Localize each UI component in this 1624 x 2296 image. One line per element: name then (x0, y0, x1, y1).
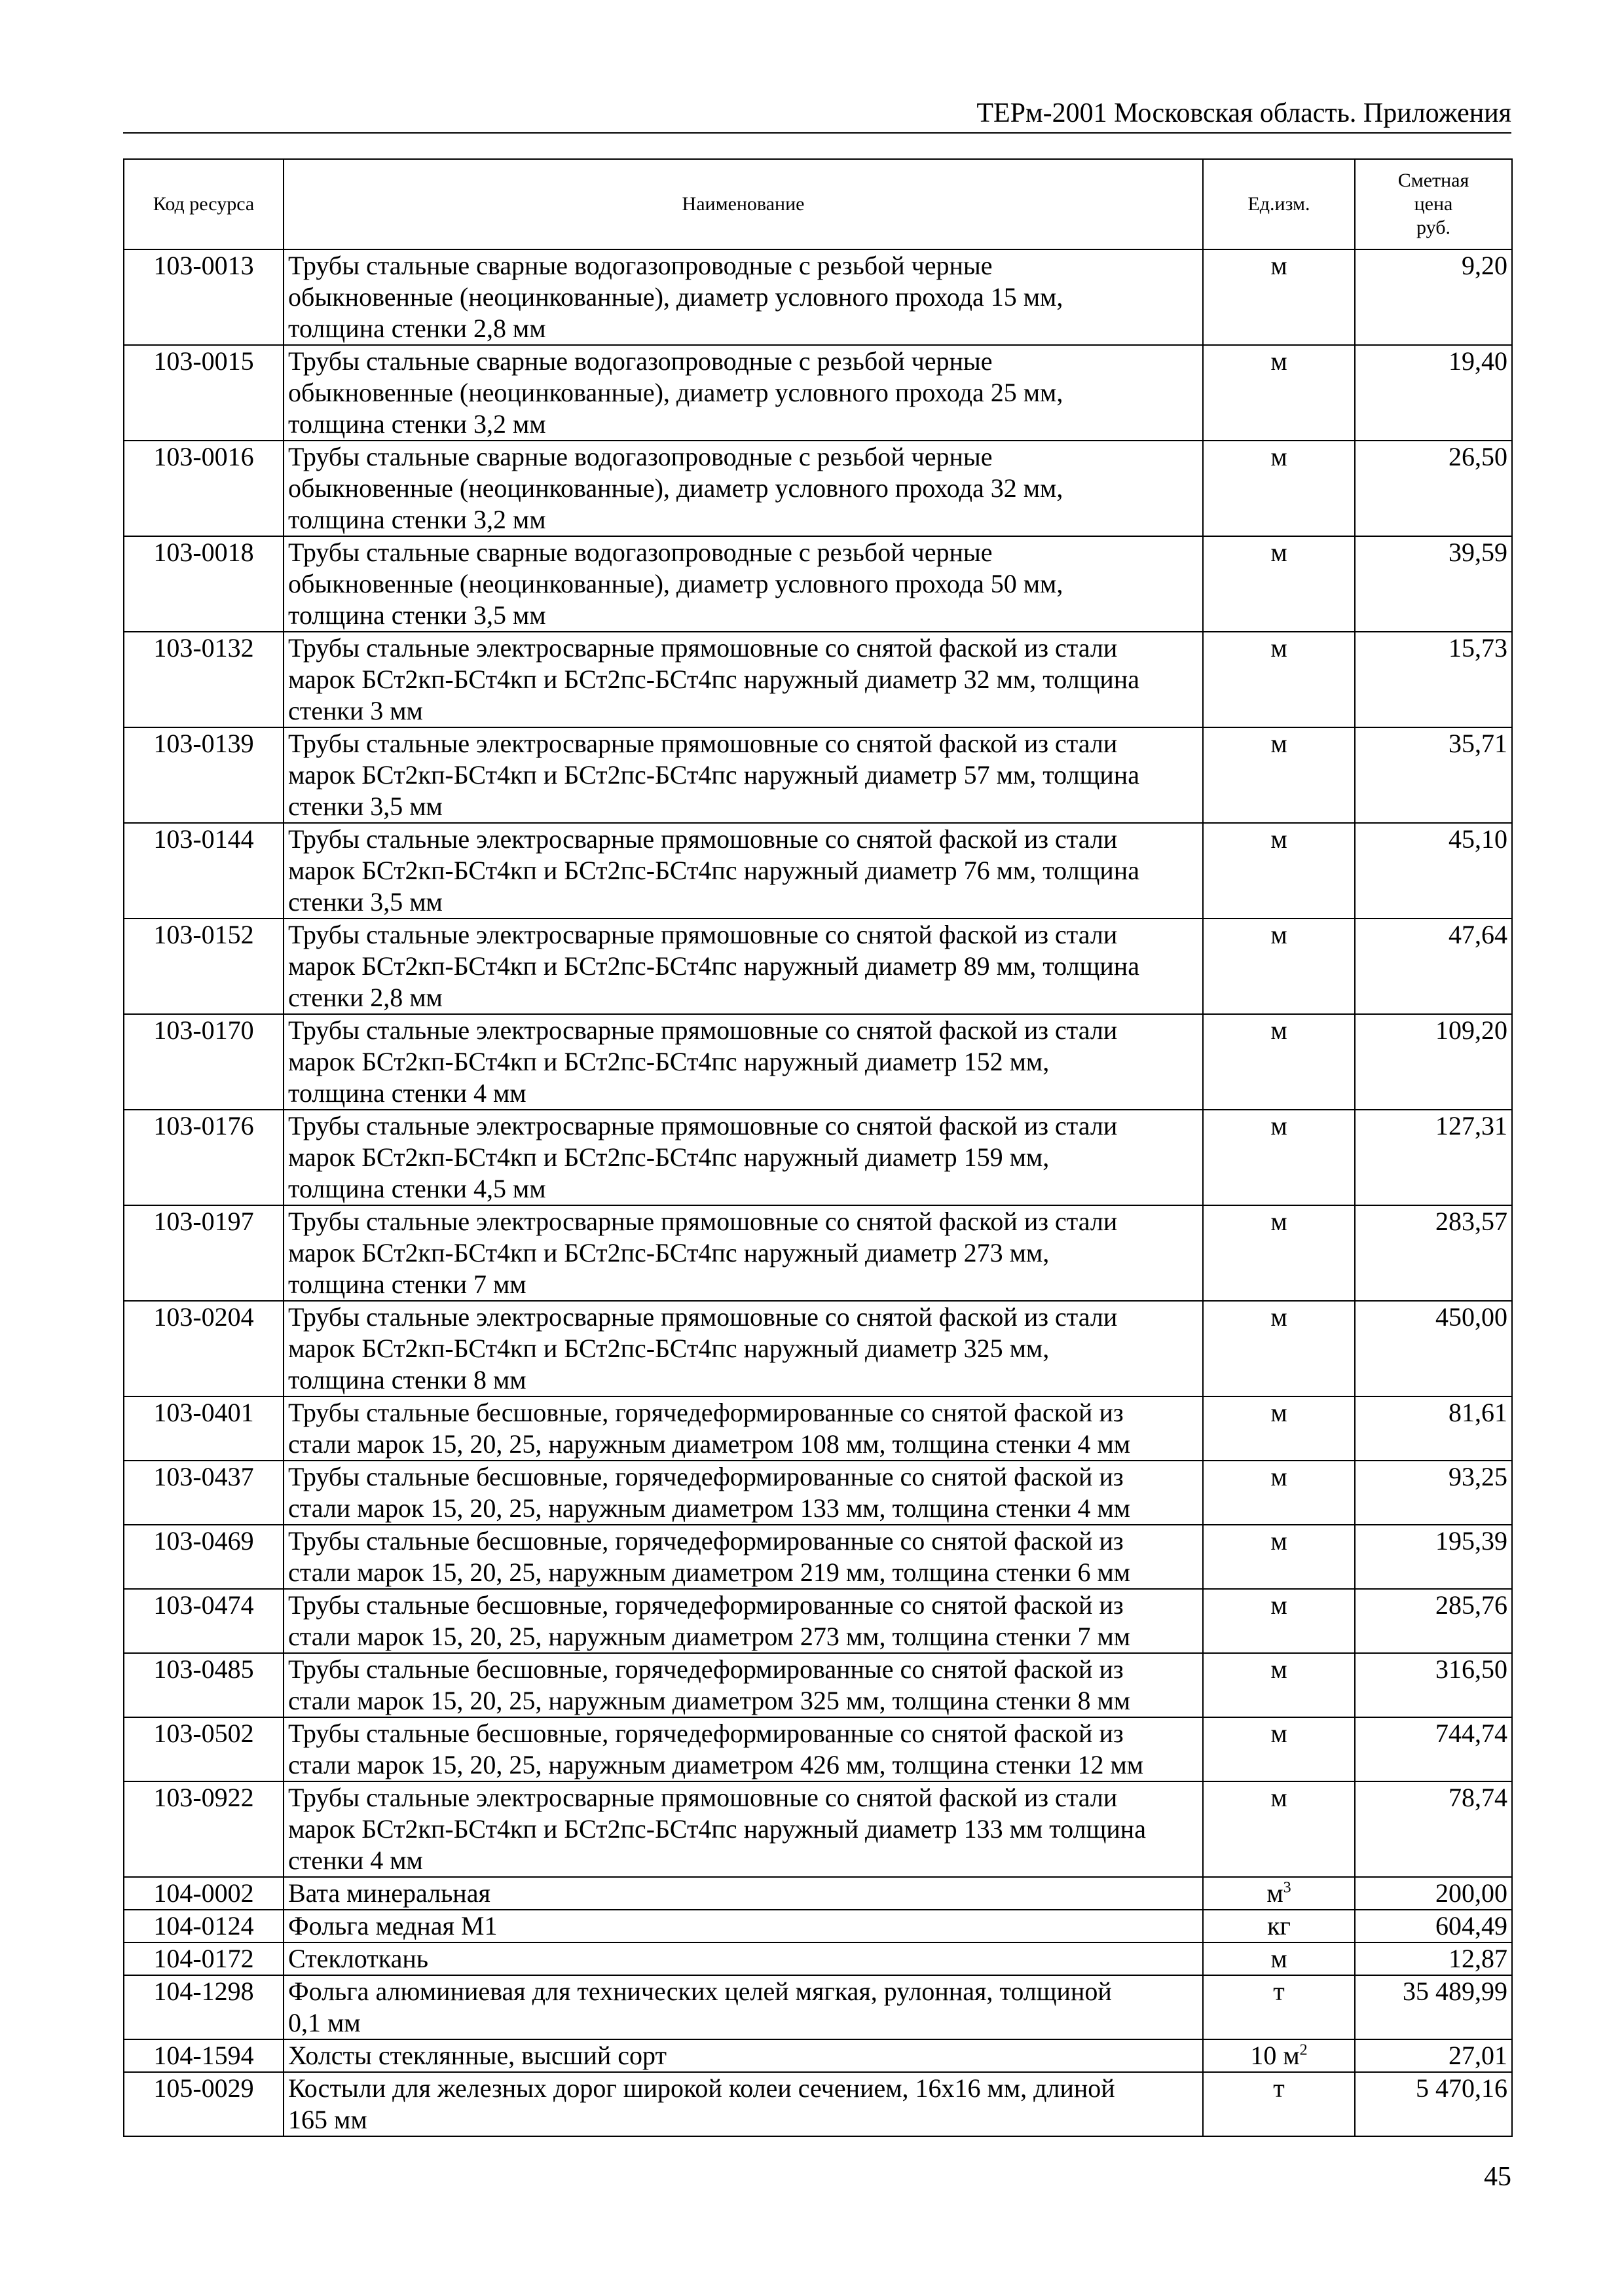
resource-code-cell: 103-0132 (124, 632, 284, 727)
resource-name-line: Трубы стальные электросварные прямошовные со снятой фаской из стали (288, 729, 1118, 758)
table-row (124, 2039, 1512, 2072)
table-row (124, 919, 1512, 1014)
resource-name-cell (284, 919, 1203, 1014)
resource-name-line: стали марок 15, 20, 25, наружным диаметром 325 мм, толщина стенки 8 мм (288, 1686, 1131, 1715)
resource-name-line: Костыли для железных дорог широкой колеи сечением, 16х16 мм, длиной (288, 2073, 1115, 2103)
resource-name-line: Трубы стальные бесшовные, горячедеформированные со снятой фаской из (288, 1654, 1124, 1684)
resource-name-line: 0,1 мм (288, 2008, 361, 2037)
resource-name-line: марок БСт2кп-БСт4кп и БСт2пс-БСт4пс наружный диаметр 76 мм, толщина (288, 856, 1139, 885)
unit-cell (1203, 1781, 1355, 1877)
unit-text: 10 м (1250, 2041, 1300, 2070)
column-header-unit: Ед.изм. (1203, 159, 1355, 249)
resource-name-line: обыкновенные (неоцинкованные), диаметр условного прохода 25 мм, (288, 378, 1063, 407)
unit-text: м (1266, 1878, 1283, 1908)
table-row (124, 1653, 1512, 1717)
unit-cell (1203, 823, 1355, 919)
table-row (124, 249, 1512, 345)
unit-cell (1203, 1014, 1355, 1110)
unit-cell (1203, 536, 1355, 632)
resource-name-line: стали марок 15, 20, 25, наружным диаметром 426 мм, толщина стенки 12 мм (288, 1750, 1144, 1779)
unit-text: м (1270, 1462, 1287, 1491)
unit-cell (1203, 2072, 1355, 2136)
unit-cell (1203, 919, 1355, 1014)
unit-cell (1203, 1525, 1355, 1589)
resource-name-line: Трубы стальные сварные водогазопроводные с резьбой черные (288, 442, 993, 471)
resource-code-cell: 103-0502 (124, 1717, 284, 1781)
price-cell: 283,57 (1355, 1205, 1512, 1301)
table-row (124, 727, 1512, 823)
price-cell: 195,39 (1355, 1525, 1512, 1589)
unit-text: м (1270, 1719, 1287, 1748)
resource-name-line: Трубы стальные бесшовные, горячедеформированные со снятой фаской из (288, 1526, 1124, 1556)
resource-name-cell (284, 2039, 1203, 2072)
resource-name-cell (284, 1461, 1203, 1525)
price-cell: 47,64 (1355, 919, 1512, 1014)
page-number: 45 (1484, 2162, 1511, 2192)
unit-cell (1203, 1396, 1355, 1461)
resource-name-cell (284, 249, 1203, 345)
unit-text: м (1270, 538, 1287, 567)
unit-text: кг (1267, 1911, 1291, 1941)
unit-text: м (1270, 1207, 1287, 1236)
resource-name-line: толщина стенки 7 мм (288, 1269, 526, 1299)
table-row (124, 1110, 1512, 1205)
resource-name-line: толщина стенки 4,5 мм (288, 1174, 546, 1203)
resource-name-cell (284, 1877, 1203, 1910)
resource-name-line: Холсты стеклянные, высший сорт (288, 2041, 667, 2070)
resource-name-cell (284, 632, 1203, 727)
resource-name-cell (284, 1910, 1203, 1942)
table-row (124, 441, 1512, 536)
resource-name-line: Фольга алюминиевая для технических целей мягкая, рулонная, толщиной (288, 1977, 1112, 2006)
column-header-code: Код ресурса (124, 159, 284, 249)
table-header-row (124, 159, 1512, 249)
price-cell: 35 489,99 (1355, 1975, 1512, 2039)
resource-name-line: Трубы стальные сварные водогазопроводные с резьбой черные (288, 538, 993, 567)
resource-code-cell: 103-0018 (124, 536, 284, 632)
resource-code-cell: 103-0401 (124, 1396, 284, 1461)
unit-superscript: 3 (1283, 1879, 1291, 1897)
unit-superscript: 2 (1299, 2041, 1308, 2059)
unit-text: м (1270, 1302, 1287, 1332)
table-row (124, 1205, 1512, 1301)
price-cell: 15,73 (1355, 632, 1512, 727)
resource-name-line: марок БСт2кп-БСт4кп и БСт2пс-БСт4пс наружный диаметр 273 мм, (288, 1238, 1050, 1267)
resource-name-line: марок БСт2кп-БСт4кп и БСт2пс-БСт4пс наружный диаметр 133 мм толщина (288, 1814, 1146, 1844)
resource-name-cell (284, 536, 1203, 632)
resource-name-line: марок БСт2кп-БСт4кп и БСт2пс-БСт4пс наружный диаметр 32 мм, толщина (288, 665, 1139, 694)
resource-name-line: Трубы стальные электросварные прямошовные со снятой фаской из стали (288, 633, 1118, 663)
resource-name-line: Трубы стальные бесшовные, горячедеформированные со снятой фаской из (288, 1462, 1124, 1491)
unit-cell (1203, 632, 1355, 727)
unit-text: м (1270, 1654, 1287, 1684)
table-row (124, 345, 1512, 441)
unit-text: м (1270, 1111, 1287, 1140)
resource-code-cell: 103-0204 (124, 1301, 284, 1396)
price-cell: 19,40 (1355, 345, 1512, 441)
unit-cell (1203, 1461, 1355, 1525)
resource-name-line: Трубы стальные электросварные прямошовные со снятой фаской из стали (288, 824, 1118, 854)
table-row (124, 1396, 1512, 1461)
unit-cell (1203, 345, 1355, 441)
price-cell: 316,50 (1355, 1653, 1512, 1717)
resource-name-cell (284, 727, 1203, 823)
table-row (124, 1942, 1512, 1975)
resource-name-line: стали марок 15, 20, 25, наружным диаметром 219 мм, толщина стенки 6 мм (288, 1558, 1131, 1587)
price-cell: 450,00 (1355, 1301, 1512, 1396)
price-cell: 744,74 (1355, 1717, 1512, 1781)
price-cell: 78,74 (1355, 1781, 1512, 1877)
unit-text: м (1270, 729, 1287, 758)
resource-name-line: Трубы стальные электросварные прямошовные со снятой фаской из стали (288, 1111, 1118, 1140)
table-row (124, 536, 1512, 632)
unit-cell (1203, 1717, 1355, 1781)
table-row (124, 1781, 1512, 1877)
unit-cell (1203, 2039, 1355, 2072)
header-divider (123, 132, 1511, 134)
table-row (124, 823, 1512, 919)
resource-code-cell: 103-0144 (124, 823, 284, 919)
resource-name-line: толщина стенки 4 мм (288, 1078, 526, 1108)
price-cell: 127,31 (1355, 1110, 1512, 1205)
table-row (124, 2072, 1512, 2136)
resource-name-line: Трубы стальные электросварные прямошовные со снятой фаской из стали (288, 1207, 1118, 1236)
table-row (124, 1525, 1512, 1589)
table-row (124, 1910, 1512, 1942)
page-header-title: ТЕРм-2001 Московская область. Приложения (976, 98, 1511, 128)
table-row (124, 1461, 1512, 1525)
resource-name-cell (284, 441, 1203, 536)
resource-name-line: толщина стенки 3,5 мм (288, 600, 546, 630)
resource-name-line: Трубы стальные бесшовные, горячедеформированные со снятой фаской из (288, 1590, 1124, 1620)
resource-name-line: стенки 3 мм (288, 696, 423, 725)
table-row (124, 1589, 1512, 1653)
resource-code-cell: 103-0013 (124, 249, 284, 345)
resource-name-line: Вата минеральная (288, 1878, 490, 1908)
resource-code-cell: 103-0922 (124, 1781, 284, 1877)
price-header-line: руб. (1416, 217, 1450, 238)
unit-cell (1203, 1975, 1355, 2039)
resource-name-line: обыкновенные (неоцинкованные), диаметр условного прохода 32 мм, (288, 473, 1063, 503)
resource-name-cell (284, 1301, 1203, 1396)
unit-cell (1203, 727, 1355, 823)
unit-text: м (1270, 920, 1287, 949)
resource-code-cell: 104-0172 (124, 1942, 284, 1975)
resource-code-cell: 103-0197 (124, 1205, 284, 1301)
resource-name-line: стали марок 15, 20, 25, наружным диаметром 108 мм, толщина стенки 4 мм (288, 1429, 1131, 1459)
price-cell: 109,20 (1355, 1014, 1512, 1110)
unit-text: м (1270, 1526, 1287, 1556)
resource-code-cell: 104-1594 (124, 2039, 284, 2072)
unit-cell (1203, 441, 1355, 536)
resource-name-cell (284, 1717, 1203, 1781)
resource-name-cell (284, 823, 1203, 919)
resource-code-cell: 103-0016 (124, 441, 284, 536)
price-cell: 45,10 (1355, 823, 1512, 919)
resource-code-cell: 104-1298 (124, 1975, 284, 2039)
resource-name-cell (284, 1653, 1203, 1717)
table-row (124, 1014, 1512, 1110)
table-row (124, 1877, 1512, 1910)
table-row (124, 1301, 1512, 1396)
table-row (124, 1975, 1512, 2039)
resource-name-line: Трубы стальные электросварные прямошовные со снятой фаской из стали (288, 1783, 1118, 1812)
resource-name-line: толщина стенки 3,2 мм (288, 409, 546, 439)
resource-name-cell (284, 1396, 1203, 1461)
resource-name-line: толщина стенки 2,8 мм (288, 314, 546, 343)
unit-text: м (1270, 442, 1287, 471)
price-cell: 27,01 (1355, 2039, 1512, 2072)
price-cell: 35,71 (1355, 727, 1512, 823)
unit-cell (1203, 1589, 1355, 1653)
unit-text: м (1270, 1590, 1287, 1620)
resource-name-line: Трубы стальные электросварные прямошовные со снятой фаской из стали (288, 1302, 1118, 1332)
resource-name-cell (284, 1525, 1203, 1589)
resource-name-line: обыкновенные (неоцинкованные), диаметр условного прохода 15 мм, (288, 282, 1063, 312)
resource-price-table (123, 158, 1513, 2137)
resource-code-cell: 103-0485 (124, 1653, 284, 1717)
resource-name-cell (284, 1942, 1203, 1975)
table-body (124, 249, 1512, 2136)
price-cell: 5 470,16 (1355, 2072, 1512, 2136)
unit-cell (1203, 1877, 1355, 1910)
resource-name-line: стенки 2,8 мм (288, 983, 443, 1012)
unit-cell (1203, 249, 1355, 345)
price-cell: 604,49 (1355, 1910, 1512, 1942)
price-cell: 81,61 (1355, 1396, 1512, 1461)
resource-name-cell (284, 2072, 1203, 2136)
resource-name-line: Трубы стальные электросварные прямошовные со снятой фаской из стали (288, 920, 1118, 949)
unit-cell (1203, 1910, 1355, 1942)
unit-text: т (1273, 2073, 1285, 2103)
unit-text: м (1270, 1944, 1287, 1973)
resource-name-cell (284, 345, 1203, 441)
resource-name-line: Трубы стальные бесшовные, горячедеформированные со снятой фаской из (288, 1719, 1124, 1748)
resource-code-cell: 104-0124 (124, 1910, 284, 1942)
resource-name-line: Фольга медная М1 (288, 1911, 498, 1941)
resource-code-cell: 103-0176 (124, 1110, 284, 1205)
resource-name-cell (284, 1014, 1203, 1110)
unit-cell (1203, 1653, 1355, 1717)
unit-text: м (1270, 1398, 1287, 1427)
column-header-price (1355, 159, 1512, 249)
resource-name-cell (284, 1781, 1203, 1877)
resource-name-line: марок БСт2кп-БСт4кп и БСт2пс-БСт4пс наружный диаметр 159 мм, (288, 1142, 1050, 1172)
resource-name-line: стенки 3,5 мм (288, 887, 443, 917)
resource-name-line: Трубы стальные электросварные прямошовные со снятой фаской из стали (288, 1015, 1118, 1045)
price-cell: 39,59 (1355, 536, 1512, 632)
resource-name-line: марок БСт2кп-БСт4кп и БСт2пс-БСт4пс наружный диаметр 152 мм, (288, 1047, 1050, 1076)
resource-name-cell (284, 1205, 1203, 1301)
resource-code-cell: 103-0139 (124, 727, 284, 823)
resource-name-cell (284, 1975, 1203, 2039)
unit-text: т (1273, 1977, 1285, 2006)
unit-text: м (1270, 633, 1287, 663)
unit-text: м (1270, 251, 1287, 280)
resource-name-line: толщина стенки 8 мм (288, 1365, 526, 1394)
column-header-name: Наименование (284, 159, 1203, 249)
price-header-line: Сметная (1397, 170, 1469, 191)
price-cell: 285,76 (1355, 1589, 1512, 1653)
resource-code-cell: 103-0474 (124, 1589, 284, 1653)
resource-code-cell: 104-0002 (124, 1877, 284, 1910)
unit-text: м (1270, 1015, 1287, 1045)
unit-text: м (1270, 346, 1287, 376)
price-cell: 93,25 (1355, 1461, 1512, 1525)
price-cell: 9,20 (1355, 249, 1512, 345)
price-header-line: цена (1414, 193, 1453, 215)
resource-name-line: марок БСт2кп-БСт4кп и БСт2пс-БСт4пс наружный диаметр 57 мм, толщина (288, 760, 1139, 790)
resource-name-line: марок БСт2кп-БСт4кп и БСт2пс-БСт4пс наружный диаметр 325 мм, (288, 1334, 1050, 1363)
resource-code-cell: 103-0437 (124, 1461, 284, 1525)
resource-name-line: толщина стенки 3,2 мм (288, 505, 546, 534)
resource-code-cell: 103-0152 (124, 919, 284, 1014)
unit-cell (1203, 1110, 1355, 1205)
resource-name-line: Трубы стальные сварные водогазопроводные с резьбой черные (288, 346, 993, 376)
price-cell: 26,50 (1355, 441, 1512, 536)
unit-cell (1203, 1205, 1355, 1301)
resource-name-line: Трубы стальные сварные водогазопроводные с резьбой черные (288, 251, 993, 280)
unit-text: м (1270, 1783, 1287, 1812)
table-row (124, 1717, 1512, 1781)
resource-code-cell: 103-0015 (124, 345, 284, 441)
resource-name-cell (284, 1110, 1203, 1205)
price-cell: 200,00 (1355, 1877, 1512, 1910)
resource-name-line: марок БСт2кп-БСт4кп и БСт2пс-БСт4пс наружный диаметр 89 мм, толщина (288, 951, 1139, 981)
resource-code-cell: 103-0469 (124, 1525, 284, 1589)
resource-name-line: стенки 4 мм (288, 1846, 423, 1875)
resource-name-line: Стеклоткань (288, 1944, 428, 1973)
resource-code-cell: 105-0029 (124, 2072, 284, 2136)
resource-name-line: обыкновенные (неоцинкованные), диаметр условного прохода 50 мм, (288, 569, 1063, 598)
resource-name-line: Трубы стальные бесшовные, горячедеформированные со снятой фаской из (288, 1398, 1124, 1427)
unit-cell (1203, 1301, 1355, 1396)
unit-text: м (1270, 824, 1287, 854)
price-cell: 12,87 (1355, 1942, 1512, 1975)
resource-code-cell: 103-0170 (124, 1014, 284, 1110)
resource-name-line: стали марок 15, 20, 25, наружным диаметром 273 мм, толщина стенки 7 мм (288, 1622, 1131, 1651)
resource-name-line: стенки 3,5 мм (288, 792, 443, 821)
unit-cell (1203, 1942, 1355, 1975)
resource-name-cell (284, 1589, 1203, 1653)
resource-name-line: стали марок 15, 20, 25, наружным диаметром 133 мм, толщина стенки 4 мм (288, 1493, 1131, 1523)
table-row (124, 632, 1512, 727)
resource-name-line: 165 мм (288, 2105, 367, 2134)
